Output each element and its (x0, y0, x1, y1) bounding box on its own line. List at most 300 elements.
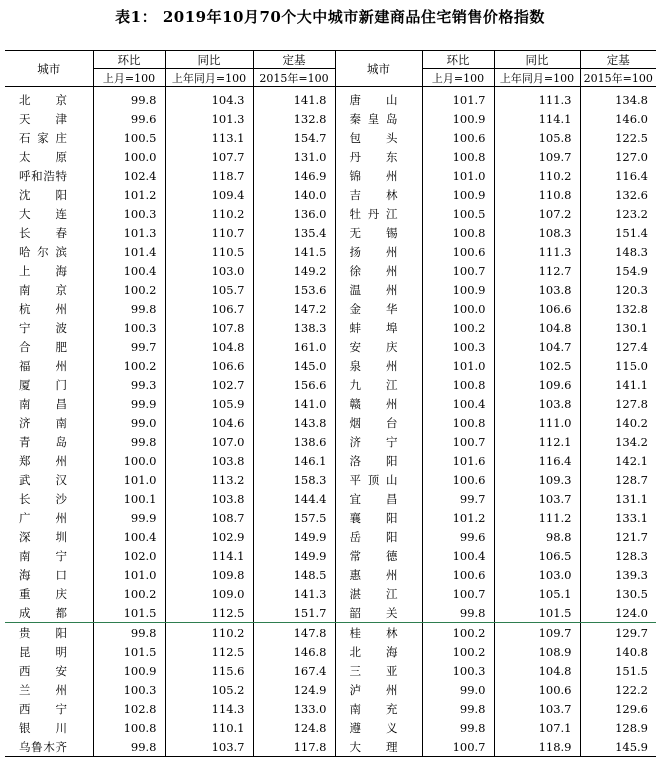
city-name: 丹东 (349, 149, 398, 164)
left-city-cell (5, 109, 93, 128)
left-base-cell: 146.1 (253, 451, 335, 470)
right-yoy-cell: 111.0 (494, 413, 580, 432)
table-row (5, 356, 656, 375)
table-row (5, 166, 656, 185)
left-yoy-cell: 103.7 (165, 737, 253, 757)
left-base-cell: 124.8 (253, 718, 335, 737)
left-city-cell (5, 680, 93, 699)
left-city-cell (5, 432, 93, 451)
table-row (5, 223, 656, 242)
left-yoy-cell: 113.2 (165, 470, 253, 489)
city-name: 南京 (19, 282, 67, 297)
left-yoy-cell: 110.7 (165, 223, 253, 242)
city-name: 泉州 (349, 358, 398, 373)
table-row (5, 375, 656, 394)
left-mom-cell: 101.3 (93, 223, 165, 242)
city-name: 包头 (349, 130, 398, 145)
left-mom-cell: 99.8 (93, 623, 165, 643)
city-name: 乌鲁木齐 (19, 739, 67, 754)
left-city-cell (5, 508, 93, 527)
city-name: 长沙 (19, 491, 67, 506)
city-name: 秦皇岛 (349, 111, 398, 126)
right-city-cell (335, 413, 422, 432)
right-city-cell (335, 623, 422, 643)
right-base-cell: 129.7 (615, 625, 648, 640)
right-yoy-cell: 110.8 (494, 185, 580, 204)
right-city-cell (335, 642, 422, 661)
right-yoy-cell: 101.5 (494, 603, 580, 623)
header-base-left: 定基 (253, 51, 335, 69)
left-yoy-cell: 104.3 (165, 87, 253, 110)
city-name: 哈尔滨 (19, 244, 67, 259)
city-name: 武汉 (19, 472, 67, 487)
left-base-cell: 149.9 (253, 527, 335, 546)
right-base-cell: 120.3 (615, 282, 648, 297)
left-city-cell (5, 147, 93, 166)
right-city-cell (335, 432, 422, 451)
right-yoy-cell: 103.8 (494, 280, 580, 299)
left-mom-cell: 100.1 (93, 489, 165, 508)
city-name: 襄阳 (349, 510, 398, 525)
right-yoy-cell: 109.3 (494, 470, 580, 489)
right-yoy-cell: 98.8 (494, 527, 580, 546)
right-mom-cell: 100.5 (422, 204, 494, 223)
left-yoy-cell: 106.6 (165, 356, 253, 375)
left-base-cell: 132.8 (253, 109, 335, 128)
subheader-yoy-left: 上年同月=100 (165, 69, 253, 87)
right-city-cell (335, 87, 422, 110)
right-yoy-cell: 103.8 (494, 394, 580, 413)
left-base-cell: 146.9 (253, 166, 335, 185)
left-mom-cell: 100.3 (93, 318, 165, 337)
left-yoy-cell: 109.0 (165, 584, 253, 603)
left-yoy-cell: 107.7 (165, 147, 253, 166)
left-city-cell (5, 128, 93, 147)
left-city-cell (5, 737, 93, 757)
right-mom-cell: 100.4 (422, 394, 494, 413)
right-mom-cell: 100.8 (422, 223, 494, 242)
left-city-cell (5, 166, 93, 185)
table-row (5, 147, 656, 166)
left-mom-cell: 100.3 (93, 680, 165, 699)
left-yoy-cell: 108.7 (165, 508, 253, 527)
right-yoy-cell: 106.5 (494, 546, 580, 565)
left-yoy-cell: 107.8 (165, 318, 253, 337)
left-mom-cell: 100.2 (93, 356, 165, 375)
left-city-cell (5, 223, 93, 242)
right-mom-cell: 100.2 (422, 642, 494, 661)
left-yoy-cell: 114.1 (165, 546, 253, 565)
left-base-cell: 146.8 (253, 642, 335, 661)
table-row (5, 432, 656, 451)
city-name: 南昌 (19, 396, 67, 411)
right-base-cell: 128.9 (615, 720, 648, 735)
table-row (5, 527, 656, 546)
right-base-cell: 146.0 (615, 111, 648, 126)
left-mom-cell: 100.4 (93, 527, 165, 546)
subheader-yoy-right: 上年同月=100 (494, 69, 580, 87)
right-city-cell (335, 489, 422, 508)
left-mom-cell: 99.3 (93, 375, 165, 394)
city-name: 温州 (349, 282, 398, 297)
left-yoy-cell: 109.8 (165, 565, 253, 584)
left-mom-cell: 100.4 (93, 261, 165, 280)
right-city-cell (335, 718, 422, 737)
right-base-cell: 121.7 (615, 529, 648, 544)
city-name: 锦州 (349, 168, 398, 183)
right-mom-cell: 101.2 (422, 508, 494, 527)
left-city-cell (5, 489, 93, 508)
left-base-cell: 157.5 (253, 508, 335, 527)
right-mom-cell: 100.7 (422, 432, 494, 451)
right-base-cell: 154.9 (615, 263, 648, 278)
right-city-cell (335, 527, 422, 546)
right-city-cell (335, 565, 422, 584)
city-name: 北海 (349, 644, 398, 659)
table-row (5, 337, 656, 356)
right-mom-cell: 100.9 (422, 185, 494, 204)
left-city-cell (5, 261, 93, 280)
right-mom-cell: 100.2 (422, 623, 494, 643)
city-name: 重庆 (19, 586, 67, 601)
right-yoy-cell: 104.8 (494, 661, 580, 680)
table-row (5, 680, 656, 699)
left-base-cell: 140.0 (253, 185, 335, 204)
left-city-cell (5, 318, 93, 337)
subheader-base-right: 2015年=100 (580, 69, 656, 87)
right-base-cell: 123.2 (615, 206, 648, 221)
right-base-cell: 127.4 (615, 339, 648, 354)
city-name: 南充 (349, 701, 398, 716)
right-yoy-cell: 111.3 (494, 242, 580, 261)
right-yoy-cell: 108.9 (494, 642, 580, 661)
city-name: 郑州 (19, 453, 67, 468)
right-yoy-cell: 107.1 (494, 718, 580, 737)
right-mom-cell: 100.3 (422, 661, 494, 680)
city-name: 厦门 (19, 377, 67, 392)
right-base-cell: 151.5 (615, 663, 648, 678)
left-yoy-cell: 112.5 (165, 642, 253, 661)
right-mom-cell: 100.7 (422, 584, 494, 603)
header-yoy-right: 同比 (494, 51, 580, 69)
left-mom-cell: 101.0 (93, 470, 165, 489)
left-mom-cell: 99.7 (93, 337, 165, 356)
header-row (5, 51, 656, 69)
right-base-cell: 151.4 (615, 225, 648, 240)
left-yoy-cell: 118.7 (165, 166, 253, 185)
left-base-cell: 145.0 (253, 356, 335, 375)
right-mom-cell: 100.9 (422, 280, 494, 299)
right-base-cell: 139.3 (615, 567, 648, 582)
header-city-right: 城市 (335, 51, 422, 87)
right-yoy-cell: 112.1 (494, 432, 580, 451)
table-row (5, 128, 656, 147)
right-base-cell: 132.8 (615, 301, 648, 316)
table-row (5, 584, 656, 603)
left-mom-cell: 100.5 (93, 128, 165, 147)
right-city-cell (335, 680, 422, 699)
right-mom-cell: 100.2 (422, 318, 494, 337)
left-yoy-cell: 106.7 (165, 299, 253, 318)
city-name: 吉林 (349, 187, 398, 202)
left-city-cell (5, 413, 93, 432)
left-yoy-cell: 110.5 (165, 242, 253, 261)
left-yoy-cell: 105.2 (165, 680, 253, 699)
right-city-cell (335, 375, 422, 394)
right-city-cell (335, 699, 422, 718)
right-mom-cell: 99.8 (422, 718, 494, 737)
city-name: 宜昌 (349, 491, 398, 506)
right-mom-cell: 99.0 (422, 680, 494, 699)
right-mom-cell: 101.0 (422, 356, 494, 375)
right-base-cell: 141.1 (615, 377, 648, 392)
right-yoy-cell: 103.0 (494, 565, 580, 584)
left-mom-cell: 100.8 (93, 718, 165, 737)
table-row (5, 718, 656, 737)
right-base-cell: 128.3 (615, 548, 648, 563)
right-city-cell (335, 508, 422, 527)
city-name: 安庆 (349, 339, 398, 354)
table-row (5, 204, 656, 223)
city-name: 宁波 (19, 320, 67, 335)
right-base-cell: 130.5 (615, 586, 648, 601)
left-city-cell (5, 394, 93, 413)
left-mom-cell: 99.8 (93, 87, 165, 110)
left-yoy-cell: 101.3 (165, 109, 253, 128)
left-city-cell (5, 87, 93, 110)
right-yoy-cell: 118.9 (494, 737, 580, 757)
table-row (5, 394, 656, 413)
left-mom-cell: 99.9 (93, 508, 165, 527)
right-base-cell: 133.1 (615, 510, 648, 525)
right-base-cell: 115.0 (615, 358, 648, 373)
table-body (5, 87, 656, 757)
left-yoy-cell: 102.7 (165, 375, 253, 394)
table-row (5, 623, 656, 643)
header-mom-left: 环比 (93, 51, 165, 69)
city-name: 无锡 (349, 225, 398, 240)
right-mom-cell: 100.9 (422, 109, 494, 128)
right-city-cell (335, 280, 422, 299)
city-name: 济南 (19, 415, 67, 430)
city-name: 烟台 (349, 415, 398, 430)
right-base-cell: 134.2 (615, 434, 648, 449)
subheader-row (5, 69, 656, 87)
right-mom-cell: 101.0 (422, 166, 494, 185)
right-city-cell (335, 661, 422, 680)
city-name: 成都 (19, 605, 67, 620)
right-yoy-cell: 107.2 (494, 204, 580, 223)
left-mom-cell: 100.2 (93, 584, 165, 603)
city-name: 太原 (19, 149, 67, 164)
right-yoy-cell: 103.7 (494, 489, 580, 508)
right-city-cell (335, 109, 422, 128)
right-yoy-cell: 109.6 (494, 375, 580, 394)
city-name: 泸州 (349, 682, 398, 697)
city-name: 广州 (19, 510, 67, 525)
right-base-cell: 127.8 (615, 396, 648, 411)
header-yoy-left: 同比 (165, 51, 253, 69)
left-city-cell (5, 603, 93, 623)
city-name: 洛阳 (349, 453, 398, 468)
left-base-cell: 138.3 (253, 318, 335, 337)
left-mom-cell: 100.3 (93, 204, 165, 223)
right-yoy-cell: 110.2 (494, 166, 580, 185)
city-name: 唐山 (349, 92, 398, 107)
header-mom-right: 环比 (422, 51, 494, 69)
left-city-cell (5, 356, 93, 375)
left-base-cell: 117.8 (253, 737, 335, 757)
city-name: 兰州 (19, 682, 67, 697)
table-row (5, 299, 656, 318)
table-title: 表1： 2019年10月70个大中城市新建商品住宅销售价格指数 (115, 8, 545, 26)
table-row (5, 242, 656, 261)
city-name: 上海 (19, 263, 67, 278)
left-mom-cell: 99.8 (93, 299, 165, 318)
right-mom-cell: 100.8 (422, 413, 494, 432)
left-base-cell: 161.0 (253, 337, 335, 356)
city-name: 赣州 (349, 396, 398, 411)
city-name: 银川 (19, 720, 67, 735)
city-name: 福州 (19, 358, 67, 373)
city-name: 南宁 (19, 548, 67, 563)
left-mom-cell: 102.4 (93, 166, 165, 185)
right-yoy-cell: 116.4 (494, 451, 580, 470)
right-yoy-cell: 109.7 (494, 147, 580, 166)
left-city-cell (5, 337, 93, 356)
subheader-base-left: 2015年=100 (253, 69, 335, 87)
left-city-cell (5, 470, 93, 489)
left-city-cell (5, 584, 93, 603)
right-yoy-cell: 104.7 (494, 337, 580, 356)
left-city-cell (5, 718, 93, 737)
left-city-cell (5, 527, 93, 546)
right-yoy-cell: 111.3 (494, 87, 580, 110)
left-base-cell: 141.5 (253, 242, 335, 261)
right-city-cell (335, 451, 422, 470)
right-mom-cell: 99.7 (422, 489, 494, 508)
city-name: 金华 (349, 301, 398, 316)
right-mom-cell: 99.6 (422, 527, 494, 546)
table-row (5, 565, 656, 584)
left-yoy-cell: 104.8 (165, 337, 253, 356)
city-name: 平顶山 (349, 472, 398, 487)
right-base-cell: 142.1 (615, 453, 648, 468)
left-city-cell (5, 623, 93, 643)
left-base-cell: 141.8 (253, 87, 335, 110)
right-mom-cell: 100.8 (422, 147, 494, 166)
right-mom-cell: 100.6 (422, 128, 494, 147)
table-row (5, 470, 656, 489)
city-name: 九江 (349, 377, 398, 392)
table-row (5, 642, 656, 661)
right-yoy-cell: 104.8 (494, 318, 580, 337)
right-base-cell: 145.9 (580, 737, 656, 757)
left-base-cell: 156.6 (253, 375, 335, 394)
left-base-cell: 149.2 (253, 261, 335, 280)
left-city-cell (5, 299, 93, 318)
right-mom-cell: 100.3 (422, 337, 494, 356)
city-name: 杭州 (19, 301, 67, 316)
right-mom-cell: 100.8 (422, 375, 494, 394)
left-city-cell (5, 546, 93, 565)
right-mom-cell: 100.6 (422, 470, 494, 489)
left-mom-cell: 100.9 (93, 661, 165, 680)
right-mom-cell: 100.7 (422, 737, 494, 757)
city-name: 沈阳 (19, 187, 67, 202)
right-city-cell (335, 603, 422, 623)
left-city-cell (5, 185, 93, 204)
table-row (5, 546, 656, 565)
right-city-cell (335, 299, 422, 318)
right-mom-cell: 100.0 (422, 299, 494, 318)
left-base-cell: 149.9 (253, 546, 335, 565)
right-city-cell (335, 128, 422, 147)
subheader-mom-left: 上月=100 (93, 69, 165, 87)
right-city-cell (335, 394, 422, 413)
table-row (5, 699, 656, 718)
right-city-cell (335, 546, 422, 565)
left-mom-cell: 100.0 (93, 147, 165, 166)
city-name: 海口 (19, 567, 67, 582)
right-city-cell (335, 204, 422, 223)
left-base-cell: 147.2 (253, 299, 335, 318)
left-city-cell (5, 565, 93, 584)
left-yoy-cell: 113.1 (165, 128, 253, 147)
left-mom-cell: 100.0 (93, 451, 165, 470)
right-base-cell: 127.0 (615, 149, 648, 164)
city-name: 济宁 (349, 434, 398, 449)
left-yoy-cell: 115.6 (165, 661, 253, 680)
right-base-cell: 128.7 (615, 472, 648, 487)
left-base-cell: 141.3 (253, 584, 335, 603)
right-base-cell: 140.2 (615, 415, 648, 430)
left-yoy-cell: 110.1 (165, 718, 253, 737)
left-base-cell: 144.4 (253, 489, 335, 508)
city-name: 西安 (19, 663, 67, 678)
city-name: 岳阳 (349, 529, 398, 544)
right-mom-cell: 100.6 (422, 565, 494, 584)
left-city-cell (5, 642, 93, 661)
right-city-cell (335, 166, 422, 185)
right-base-cell: 122.2 (615, 682, 648, 697)
right-yoy-cell: 102.5 (494, 356, 580, 375)
left-city-cell (5, 280, 93, 299)
left-yoy-cell: 114.3 (165, 699, 253, 718)
right-yoy-cell: 112.7 (494, 261, 580, 280)
city-name: 合肥 (19, 339, 67, 354)
left-mom-cell: 99.9 (93, 394, 165, 413)
right-yoy-cell: 109.7 (494, 623, 580, 643)
left-base-cell: 131.0 (253, 147, 335, 166)
right-city-cell (335, 147, 422, 166)
city-name: 遵义 (349, 720, 398, 735)
left-base-cell: 136.0 (253, 204, 335, 223)
left-city-cell (5, 661, 93, 680)
right-mom-cell: 99.8 (422, 699, 494, 718)
right-base-cell: 116.4 (615, 168, 648, 183)
left-mom-cell: 101.4 (93, 242, 165, 261)
left-yoy-cell: 105.9 (165, 394, 253, 413)
city-name: 北京 (19, 92, 67, 107)
left-base-cell: 167.4 (253, 661, 335, 680)
city-name: 徐州 (349, 263, 398, 278)
left-yoy-cell: 110.2 (165, 623, 253, 643)
left-yoy-cell: 112.5 (165, 603, 253, 623)
right-base-cell: 140.8 (615, 644, 648, 659)
left-mom-cell: 99.0 (93, 413, 165, 432)
left-yoy-cell: 102.9 (165, 527, 253, 546)
